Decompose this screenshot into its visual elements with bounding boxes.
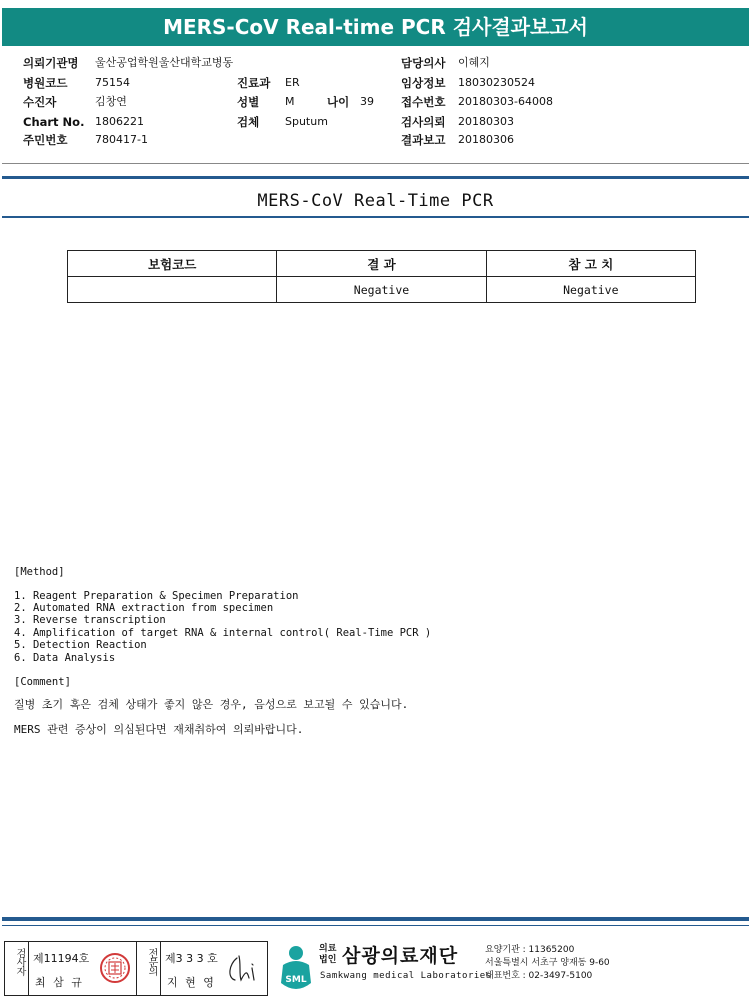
- dept-value: ER: [285, 76, 300, 89]
- patient-value: 김창연: [95, 95, 127, 108]
- receipt-label: 접수번호: [401, 95, 446, 109]
- examiner-name: 최 삼 규: [35, 976, 84, 989]
- info-row-3: [0, 95, 751, 109]
- request-value: 20180303: [458, 115, 514, 128]
- org-prefix-top: 의료: [319, 944, 337, 954]
- org-code-line: 요양기관 : 11365200: [485, 945, 575, 955]
- specialist-name: 지 현 영: [167, 976, 216, 989]
- cell-insurance-code: [68, 277, 277, 303]
- chart-no-value: 1806221: [95, 115, 144, 128]
- column-reference: 참 고 치: [486, 251, 695, 277]
- specialist-cell: [161, 942, 267, 995]
- report-title: MERS-CoV Real-time PCR 검사결과보고서: [2, 8, 749, 46]
- hospital-code-label: 병원코드: [23, 76, 68, 90]
- examiner-label-cell: [5, 942, 29, 995]
- method-heading: [Method]: [14, 566, 65, 578]
- examiner-license-no: 제11194호: [33, 952, 90, 965]
- specimen-label: 검체: [237, 115, 260, 129]
- org-name-english: Samkwang medical Laboratories: [320, 971, 492, 981]
- doctor-label: 담당의사: [401, 56, 446, 70]
- method-item-6: 6. Data Analysis: [14, 652, 116, 664]
- info-row-1: [0, 56, 751, 70]
- hospital-code-value: 75154: [95, 76, 130, 89]
- dept-label: 진료과: [237, 76, 271, 90]
- section-title: MERS-CoV Real-Time PCR: [257, 191, 494, 211]
- table-row: [68, 277, 696, 303]
- info-row-2: [0, 76, 751, 90]
- org-name: 삼광의료재단: [342, 945, 459, 967]
- divider-top-gray: [2, 163, 749, 164]
- resident-no-label: 주민번호: [23, 133, 68, 147]
- org-address: 서울특별시 서초구 양재동 9-60: [485, 958, 610, 968]
- signature-icon: [225, 954, 263, 984]
- doctor-value: 이혜지: [458, 56, 490, 69]
- request-label: 검사의뢰: [401, 115, 446, 129]
- column-result: 결 과: [277, 251, 486, 277]
- method-item-3: 3. Reverse transcription: [14, 614, 166, 626]
- sex-value: M: [285, 95, 295, 108]
- specialist-label-cell: [137, 942, 161, 995]
- cell-reference: Negative: [486, 277, 695, 303]
- method-item-1: 1. Reagent Preparation & Specimen Preparation: [14, 590, 299, 602]
- footer-divider-thick: [2, 917, 749, 921]
- specialist-vertical-label: 전문의: [146, 948, 157, 975]
- result-table-header-row: [68, 251, 696, 277]
- org-prefix: [319, 944, 336, 966]
- result-table: [67, 250, 696, 303]
- age-label: 나이: [327, 95, 350, 109]
- divider-section-blue: [2, 216, 749, 218]
- examiner-vertical-label: 검사자: [14, 948, 25, 975]
- method-item-2: 2. Automated RNA extraction from specimen: [14, 602, 274, 614]
- organization-block: [275, 941, 745, 997]
- age-value: 39: [360, 95, 374, 108]
- footer-divider-thin: [2, 925, 749, 926]
- resident-no-value: 780417-1: [95, 133, 148, 146]
- logo-text: SML: [285, 975, 307, 985]
- column-insurance-code: 보험코드: [68, 251, 277, 277]
- info-row-4: [0, 115, 751, 129]
- examiner-cell: [29, 942, 137, 995]
- clinical-label: 임상정보: [401, 76, 446, 90]
- report-date-value: 20180306: [458, 133, 514, 146]
- comment-line-1: 질병 초기 혹은 검체 상태가 좋지 않은 경우, 음성으로 보고될 수 있습니다.: [14, 698, 409, 711]
- org-prefix-bottom: 법인: [319, 955, 337, 965]
- patient-label: 수진자: [23, 95, 57, 109]
- chart-no-label: Chart No.: [23, 115, 85, 129]
- signature-box: [4, 941, 268, 996]
- specimen-value: Sputum: [285, 115, 328, 128]
- org-phone: 대표번호 : 02-3497-5100: [485, 971, 593, 981]
- clinical-value: 18030230524: [458, 76, 535, 89]
- report-date-label: 결과보고: [401, 133, 446, 147]
- cell-result: Negative: [277, 277, 486, 303]
- receipt-value: 20180303-64008: [458, 95, 553, 108]
- sml-logo-icon: [275, 943, 317, 995]
- sex-label: 성별: [237, 95, 260, 109]
- org-contact: [485, 944, 610, 983]
- method-item-5: 5. Detection Reaction: [14, 639, 147, 651]
- institution-value: 울산공업학원울산대학교병동: [95, 56, 234, 69]
- institution-label: 의뢰기관명: [23, 56, 79, 70]
- comment-heading: [Comment]: [14, 676, 71, 688]
- comment-line-2: MERS 관련 증상이 의심된다면 재채취하여 의뢰바랍니다.: [14, 723, 304, 736]
- method-item-4: 4. Amplification of target RNA & internal control( Real-Time PCR ): [14, 627, 432, 639]
- specialist-license-no: 제3 3 3 호: [165, 952, 218, 965]
- seal-stamp-icon: [99, 952, 131, 984]
- info-row-5: [0, 133, 751, 147]
- divider-top-blue: [2, 176, 749, 179]
